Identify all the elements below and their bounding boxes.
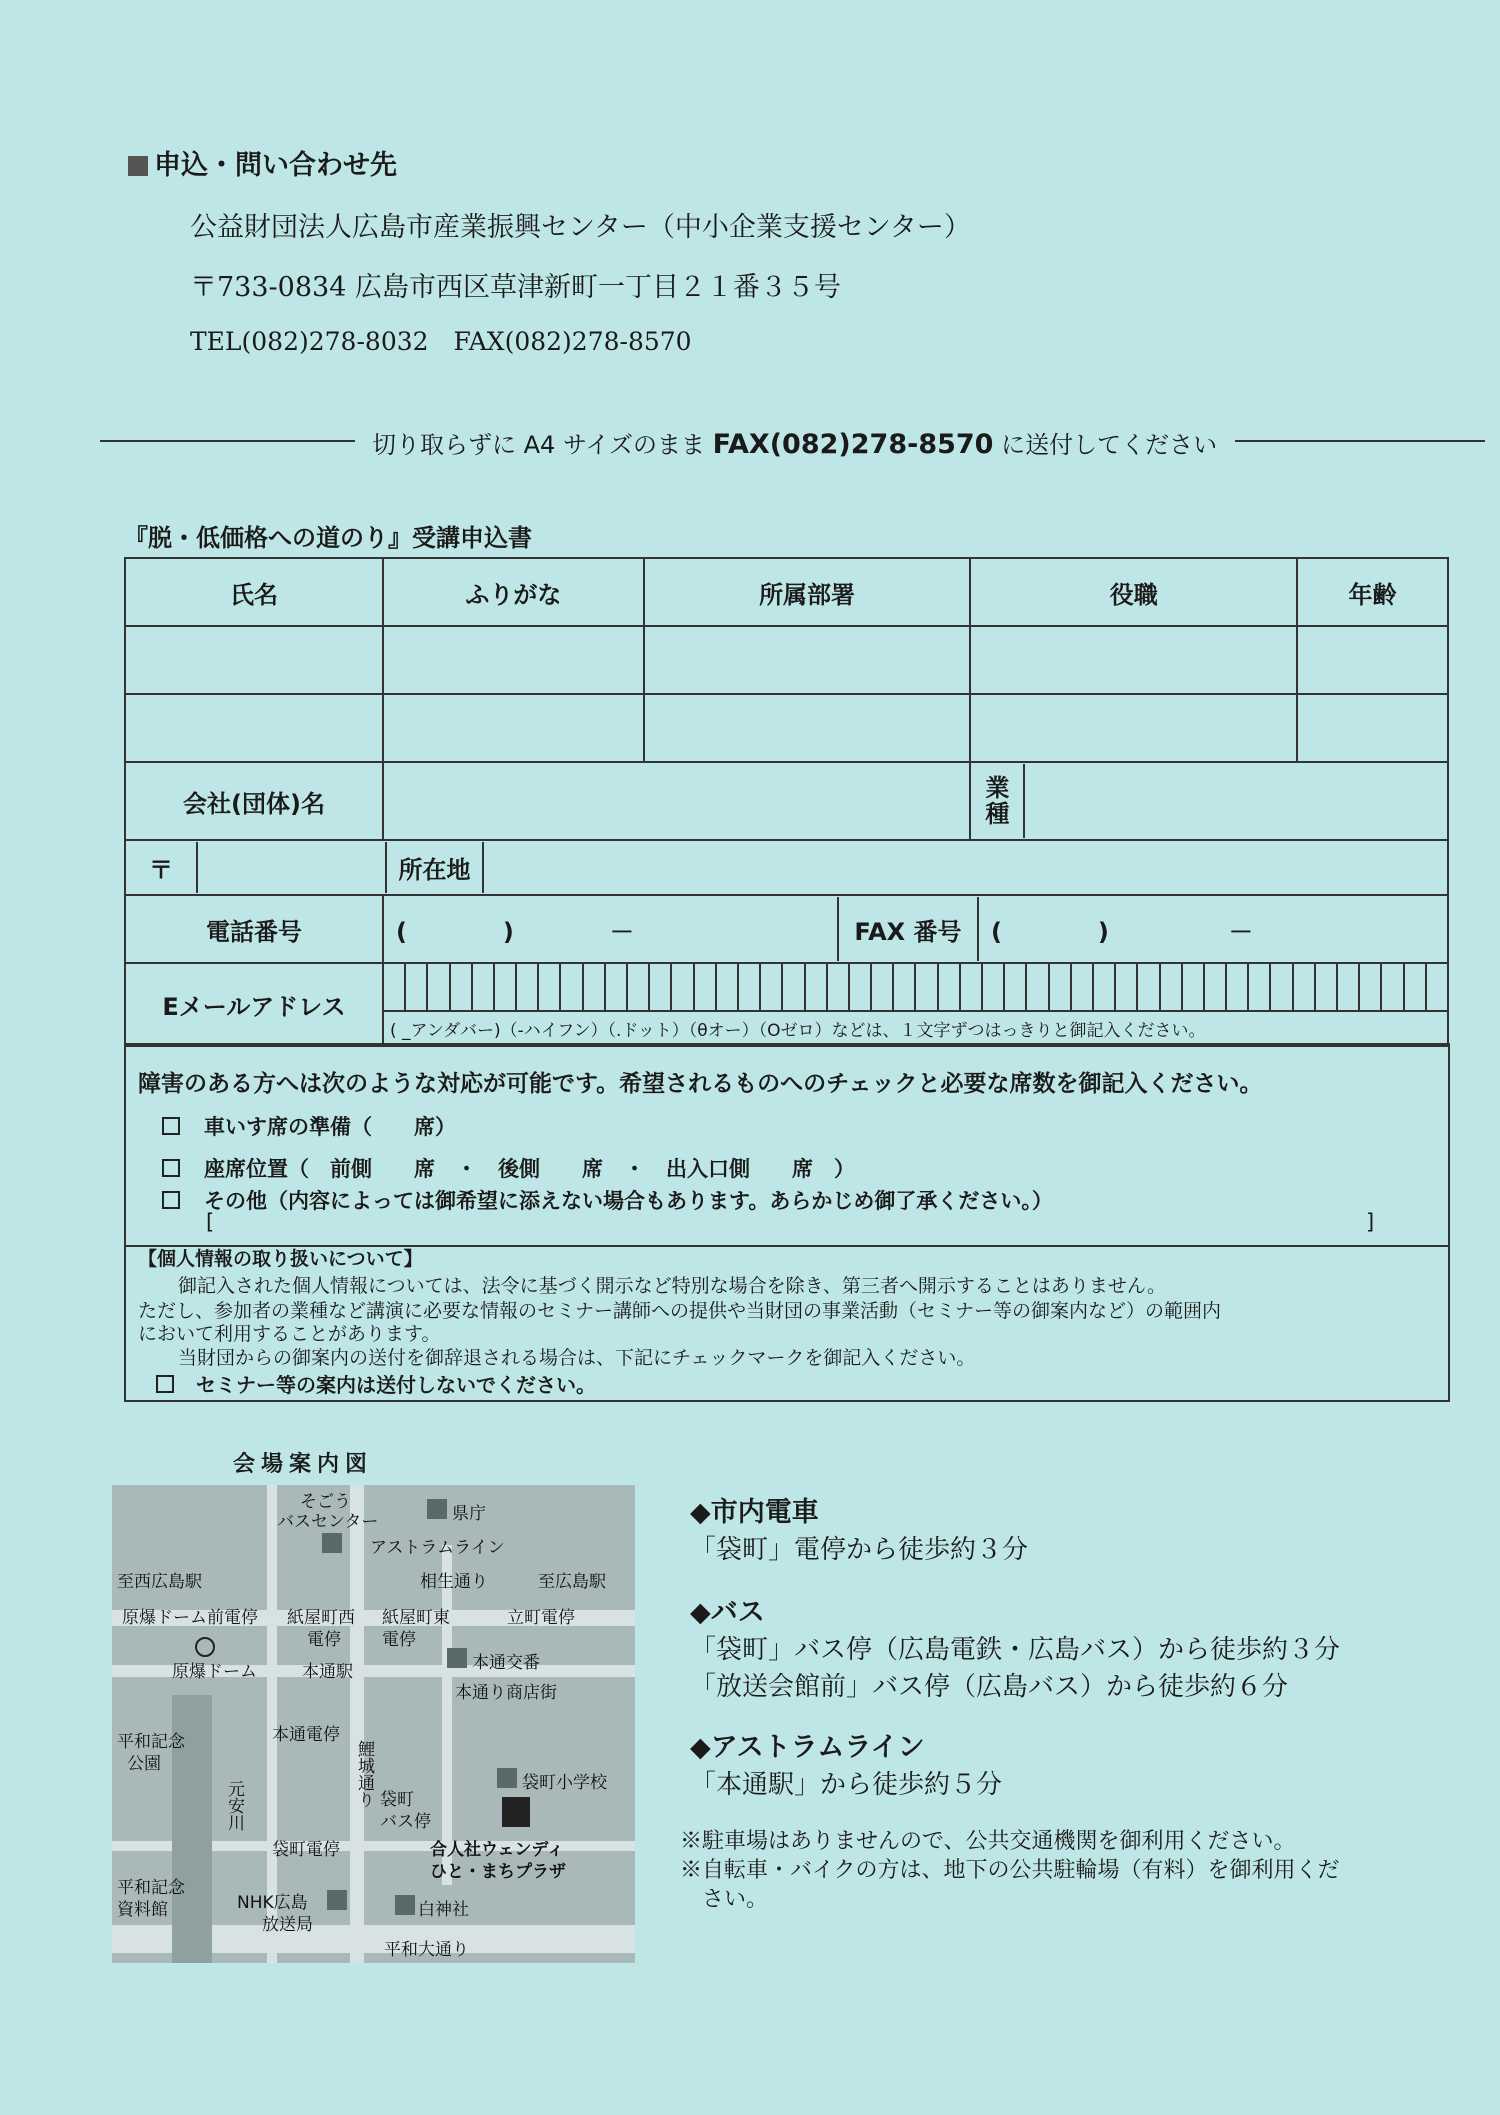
map-building-koban: [447, 1648, 467, 1668]
map-label-shotengai: 本通り商店街: [455, 1683, 557, 1703]
email-cell: [383, 963, 1448, 1046]
access-astram: [690, 1725, 1002, 1801]
map-label-nhk: NHK広島: [237, 1893, 308, 1913]
map-label-koban: 本通交番: [472, 1653, 540, 1673]
map-label-kamiyacho-nishi-stop: 電停: [307, 1630, 341, 1650]
option-seat-position-label: 座席位置（ 前側 席 ・ 後側 席 ・ 出入口側 席 ）: [204, 1157, 855, 1181]
location-label: 所在地: [387, 842, 484, 893]
access-astram-title: ◆アストラムライン: [690, 1732, 925, 1763]
access-bus-line-1: 「袋町」バス停（広島電鉄・広島バス）から徒歩約３分: [690, 1635, 1341, 1665]
cut-line-left: [100, 440, 355, 442]
map-venue-marker: [502, 1797, 530, 1827]
postal-field[interactable]: [198, 842, 387, 893]
option-other-label: その他（内容によっては御希望に添えない場合もあります。あらかじめ御了承ください。）: [204, 1189, 1053, 1213]
department-field-2[interactable]: [644, 694, 971, 762]
map-label-shrine: 白神社: [418, 1900, 469, 1920]
phone-label: 電話番号: [125, 895, 383, 963]
square-bullet-icon: [128, 156, 148, 176]
industry-label: 業 種: [971, 764, 1025, 838]
industry-cell: [970, 762, 1448, 840]
map-label-astram: アストラムライン: [370, 1538, 505, 1558]
map-label-tatemachi: 立町電停: [507, 1608, 575, 1628]
map-label-kamiyacho-higashi: 紙屋町東: [382, 1608, 450, 1628]
access-bus: [690, 1590, 1340, 1703]
map-building-shrine: [395, 1895, 415, 1915]
checkbox-seat-position[interactable]: [162, 1159, 180, 1177]
map-label-venue: 合人社ウェンディ: [430, 1840, 564, 1860]
email-input-boxes[interactable]: [384, 964, 1447, 1010]
privacy-heading: 【個人情報の取り扱いについて】: [138, 1248, 423, 1270]
checkbox-other[interactable]: [162, 1191, 180, 1209]
other-details-field[interactable]: [222, 1212, 1362, 1238]
option-wheelchair-label: 車いす席の準備（ 席）: [204, 1115, 456, 1139]
cut-line-right: [1235, 440, 1485, 442]
map-label-bus-stop: バス停: [380, 1812, 431, 1832]
fax-field[interactable]: ( ) －: [990, 917, 1253, 946]
map-label-hondori-station: 本通駅: [302, 1662, 353, 1682]
venue-map: [112, 1485, 635, 1963]
header-name: 氏名: [125, 558, 383, 626]
map-label-heiwa-odori: 平和大通り: [384, 1940, 469, 1960]
access-tram-title: ◆市内電車: [690, 1497, 819, 1528]
optout-option[interactable]: [156, 1369, 596, 1398]
map-label-fukuromachi-stop: 袋町電停: [272, 1840, 340, 1860]
access-bus-line-2: 「放送会館前」バス停（広島バス）から徒歩約６分: [690, 1672, 1289, 1702]
privacy-section: [124, 1243, 1450, 1402]
map-label-fukuromachi: 袋町: [380, 1790, 414, 1810]
location-field[interactable]: [484, 842, 1447, 893]
map-label-aioi: 相生通り: [420, 1572, 488, 1592]
header-title: 役職: [970, 558, 1297, 626]
department-field-1[interactable]: [644, 626, 971, 694]
map-label-sogo: そごう: [300, 1492, 351, 1512]
map-road-rijo: [350, 1485, 364, 1963]
map-building-nhk: [327, 1890, 347, 1910]
privacy-line-3: において利用することがあります。: [138, 1323, 441, 1345]
access-astram-line: 「本通駅」から徒歩約５分: [690, 1770, 1003, 1800]
header-department: 所属部署: [644, 558, 971, 626]
other-close-bracket: ]: [1366, 1210, 1375, 1234]
map-title: 会場案内図: [233, 1452, 374, 1477]
name-field-1[interactable]: [125, 626, 383, 694]
application-form: [124, 557, 1449, 1047]
form-title: 『脱・低価格への道のり』受講申込書: [124, 524, 532, 552]
map-label-museum: 平和記念: [117, 1878, 185, 1898]
header-age: 年齢: [1297, 558, 1448, 626]
cut-instruction: [372, 425, 1217, 460]
furigana-field-2[interactable]: [383, 694, 644, 762]
cut-instruction-fax: FAX(082)278-8570: [712, 429, 994, 460]
checkbox-optout[interactable]: [156, 1375, 174, 1393]
option-wheelchair[interactable]: [162, 1111, 456, 1141]
fax-label: FAX 番号: [839, 897, 979, 961]
map-label-hiroshima-station: 至広島駅: [538, 1572, 606, 1592]
map-label-kamiyacho-nishi: 紙屋町西: [287, 1608, 355, 1628]
privacy-line-1: 御記入された個人情報については、法令に基づく開示など特別な場合を除き、第三者へ開示することはありません。: [178, 1275, 1167, 1297]
email-note: ( _アンダバー)（-ハイフン）（.ドット）（θオー）（Oゼロ）などは、１文字ずつはっきりと御記入ください。: [384, 1010, 1447, 1045]
map-dome-icon: [195, 1637, 215, 1657]
accessibility-section: [124, 1043, 1450, 1247]
map-label-museum-2: 資料館: [117, 1900, 168, 1920]
map-label-kencho: 県庁: [452, 1504, 486, 1524]
contact-org: 公益財団法人広島市産業振興センター（中小企業支援センター）: [190, 212, 971, 243]
access-bus-title: ◆バス: [690, 1597, 765, 1628]
accessibility-heading: 障害のある方へは次のような対応が可能です。希望されるものへのチェックと必要な席数を御記入ください。: [138, 1071, 1263, 1097]
note-parking: ※駐車場はありませんので、公共交通機関を御利用ください。: [680, 1829, 1296, 1854]
contact-heading: [128, 143, 397, 182]
map-label-nishihiroshima: 至西広島駅: [117, 1572, 202, 1592]
access-tram-line: 「袋町」電停から徒歩約３分: [690, 1535, 1029, 1565]
age-field-1[interactable]: [1297, 626, 1448, 694]
access-tram: [690, 1490, 1028, 1566]
map-label-bus-center: バスセンター: [277, 1512, 379, 1532]
map-label-venue-2: ひと・まちプラザ: [430, 1862, 566, 1882]
age-field-2[interactable]: [1297, 694, 1448, 762]
postal-label: 〒: [126, 842, 198, 893]
map-label-nhk-2: 放送局: [262, 1915, 313, 1935]
privacy-line-2: ただし、参加者の業種など講演に必要な情報のセミナー講師への提供や当財団の事業活動（セミナー等の御案内など）の範囲内: [138, 1300, 1222, 1322]
map-label-genbaku-stop: 原爆ドーム前電停: [122, 1608, 258, 1628]
optout-label: セミナー等の案内は送付しないでください。: [196, 1373, 596, 1397]
title-field-2[interactable]: [970, 694, 1297, 762]
map-label-genbaku-dome: 原爆ドーム: [172, 1662, 257, 1682]
company-label: 会社(団体)名: [125, 762, 383, 840]
company-field[interactable]: [383, 762, 970, 840]
contact-heading-text: 申込・問い合わせ先: [154, 150, 397, 181]
map-label-peace-park: 平和記念: [117, 1732, 185, 1752]
map-label-peace-park-2: 公園: [127, 1754, 161, 1774]
note-bicycle-cont: さい。: [702, 1887, 769, 1912]
map-label-kamiyacho-higashi-stop: 電停: [382, 1630, 416, 1650]
furigana-field-1[interactable]: [383, 626, 644, 694]
industry-field[interactable]: [1025, 764, 1447, 838]
note-bicycle: ※自転車・バイクの方は、地下の公共駐輪場（有料）を御利用くだ: [680, 1858, 1340, 1883]
phone-fax-row: [383, 895, 1448, 963]
access-notes: [680, 1827, 1340, 1914]
checkbox-wheelchair[interactable]: [162, 1117, 180, 1135]
contact-phone-fax: TEL(082)278-8032 FAX(082)278-8570: [190, 327, 692, 356]
cut-instruction-suffix: に送付してください: [993, 431, 1218, 459]
option-seat-position[interactable]: [162, 1153, 855, 1183]
email-label: Eメールアドレス: [125, 963, 383, 1046]
header-furigana: ふりがな: [383, 558, 644, 626]
map-road-east: [442, 1545, 452, 1885]
address-row: [125, 840, 1448, 895]
phone-field[interactable]: ( ) －: [384, 897, 839, 961]
title-field-1[interactable]: [970, 626, 1297, 694]
name-field-2[interactable]: [125, 694, 383, 762]
map-building-busstation: [322, 1533, 342, 1553]
contact-address: 〒733-0834 広島市西区草津新町一丁目２１番３５号: [190, 272, 841, 303]
map-label-school: 袋町小学校: [522, 1773, 607, 1793]
other-open-bracket: [: [206, 1210, 215, 1234]
map-label-rijo-dori: 鯉城通り: [354, 1740, 374, 1808]
cut-instruction-prefix: 切り取らずに A4 サイズのまま: [372, 431, 713, 459]
map-label-hondori-stop: 本通電停: [272, 1725, 340, 1745]
map-building-school: [497, 1768, 517, 1788]
map-building-kencho: [427, 1499, 447, 1519]
map-label-motoyasu: 元安川: [224, 1780, 244, 1831]
privacy-line-4: 当財団からの御案内の送付を御辞退される場合は、下記にチェックマークを御記入ください。: [178, 1347, 976, 1369]
option-other[interactable]: [162, 1185, 1053, 1215]
